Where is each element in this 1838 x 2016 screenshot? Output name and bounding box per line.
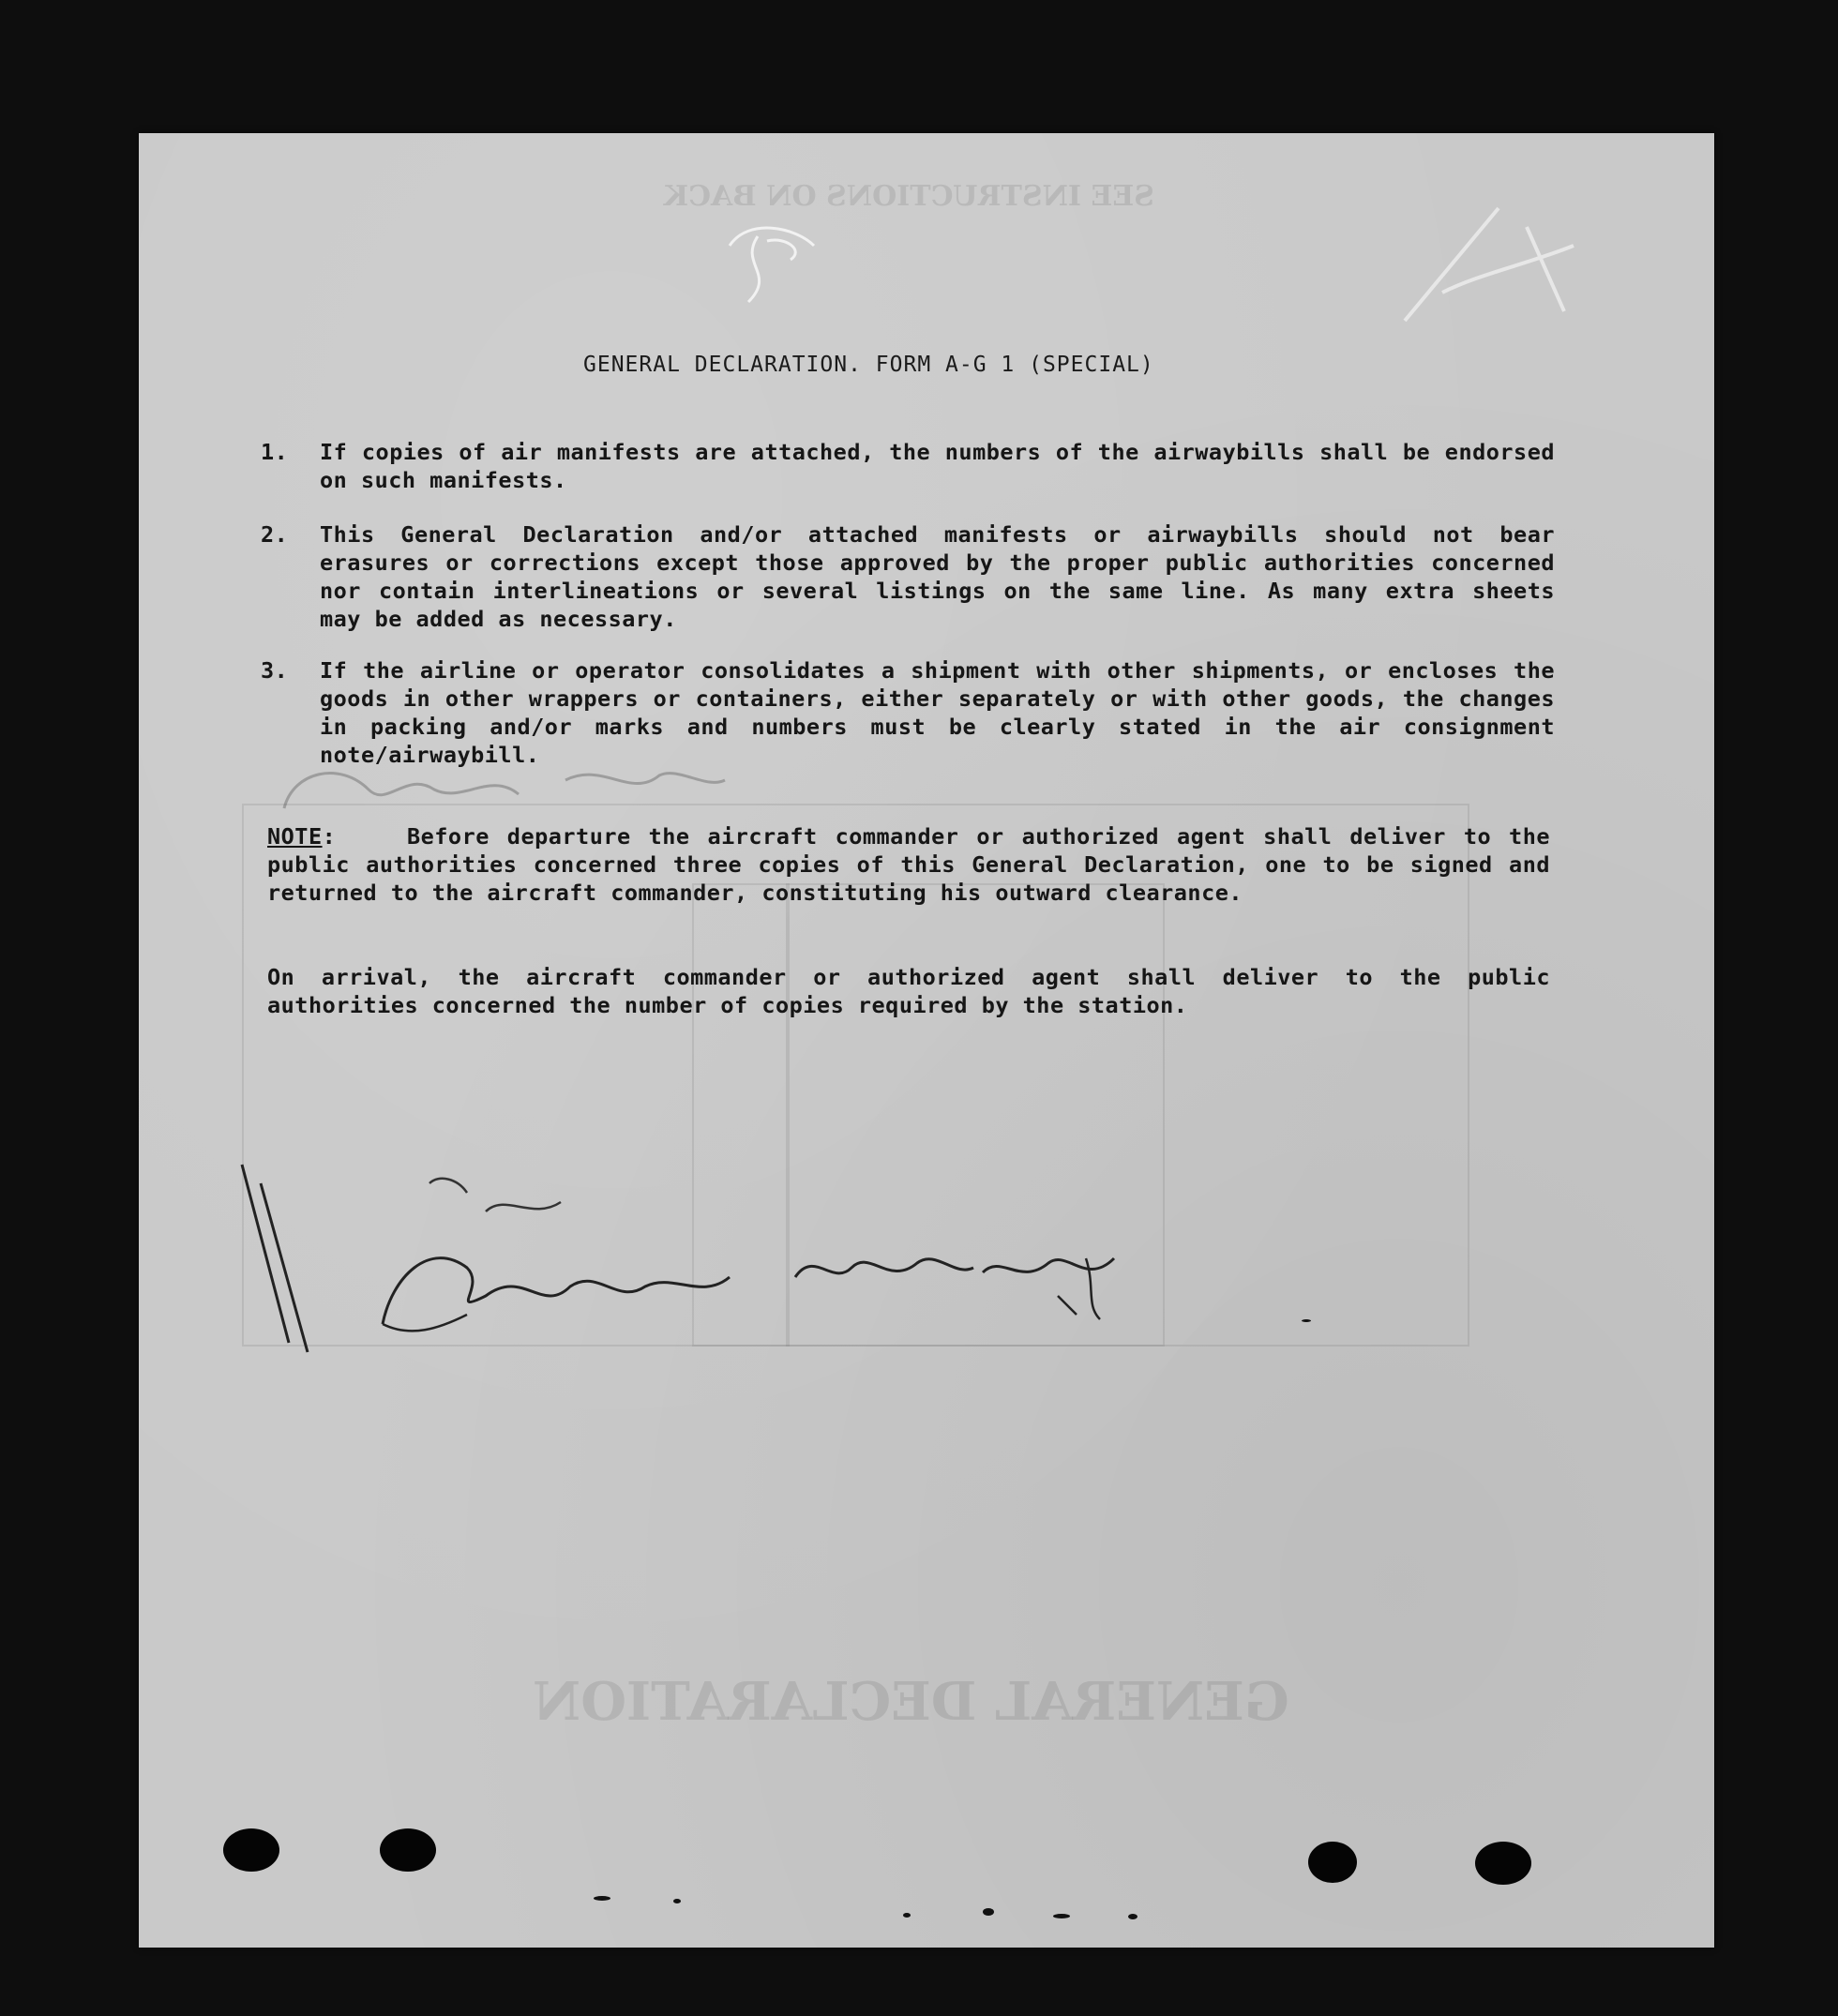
note-paragraph: [267, 822, 1550, 907]
speck: [1053, 1914, 1070, 1918]
handwritten-signature: [265, 752, 734, 827]
punch-hole: [223, 1828, 279, 1872]
note-colon: :: [322, 823, 407, 850]
bleed-through-heading: GENERAL DECLARATION: [533, 1671, 1289, 1733]
speck: [903, 1913, 911, 1918]
arrival-paragraph: On arrival, the aircraft commander or authorized agent shall deliver to the public authorities concerned the number of copies required by the station.: [267, 964, 1550, 1018]
note-label: NOTE: [267, 823, 323, 850]
handwritten-signature: [223, 1136, 805, 1362]
punch-hole: [1308, 1842, 1357, 1883]
punch-hole: [380, 1828, 436, 1872]
instruction-item: [261, 520, 1555, 633]
handwritten-signature: [776, 1221, 1133, 1333]
speck: [673, 1899, 681, 1903]
item-text: If copies of air manifests are attached, the numbers of the airwaybills shall be endorsed on such manifests.: [320, 439, 1555, 493]
speck: [1128, 1914, 1137, 1919]
document-title: GENERAL DECLARATION. FORM A-G 1 (SPECIAL): [583, 353, 1154, 377]
item-number: 2.: [261, 521, 289, 548]
note-text: Before departure the aircraft commander or authorized agent shall deliver to the public authorities concerned three copies of this General Declaration, one to be signed and returned to the aircraft commander, constituting his outward clearance.: [267, 823, 1550, 906]
bleed-through-heading: SEE INSTRUCTIONS ON BACK: [664, 180, 1154, 213]
item-number: 1.: [261, 439, 289, 465]
item-number: 3.: [261, 657, 289, 684]
punch-hole: [1475, 1842, 1531, 1885]
handwritten-mark: [1386, 189, 1592, 339]
speck: [1302, 1319, 1311, 1322]
document-page: [139, 133, 1714, 1948]
item-text: This General Declaration and/or attached manifests or airwaybills should not bear erasures or corrections except those approved by the proper public authorities concerned nor contain interlineations or several listings on the same line. As many extra sheets may be added as necessary.: [320, 521, 1555, 632]
item-text: If the airline or operator consolidates a shipment with other shipments, or encloses the goods in other wrappers or containers, either separately or with other goods, the changes in packing and/or marks and numbers must be clearly stated in the air consignment note/airwaybill.: [320, 657, 1555, 768]
handwritten-mark: [711, 208, 851, 311]
speck: [983, 1908, 994, 1916]
speck: [594, 1896, 610, 1901]
instruction-item: [261, 438, 1555, 494]
